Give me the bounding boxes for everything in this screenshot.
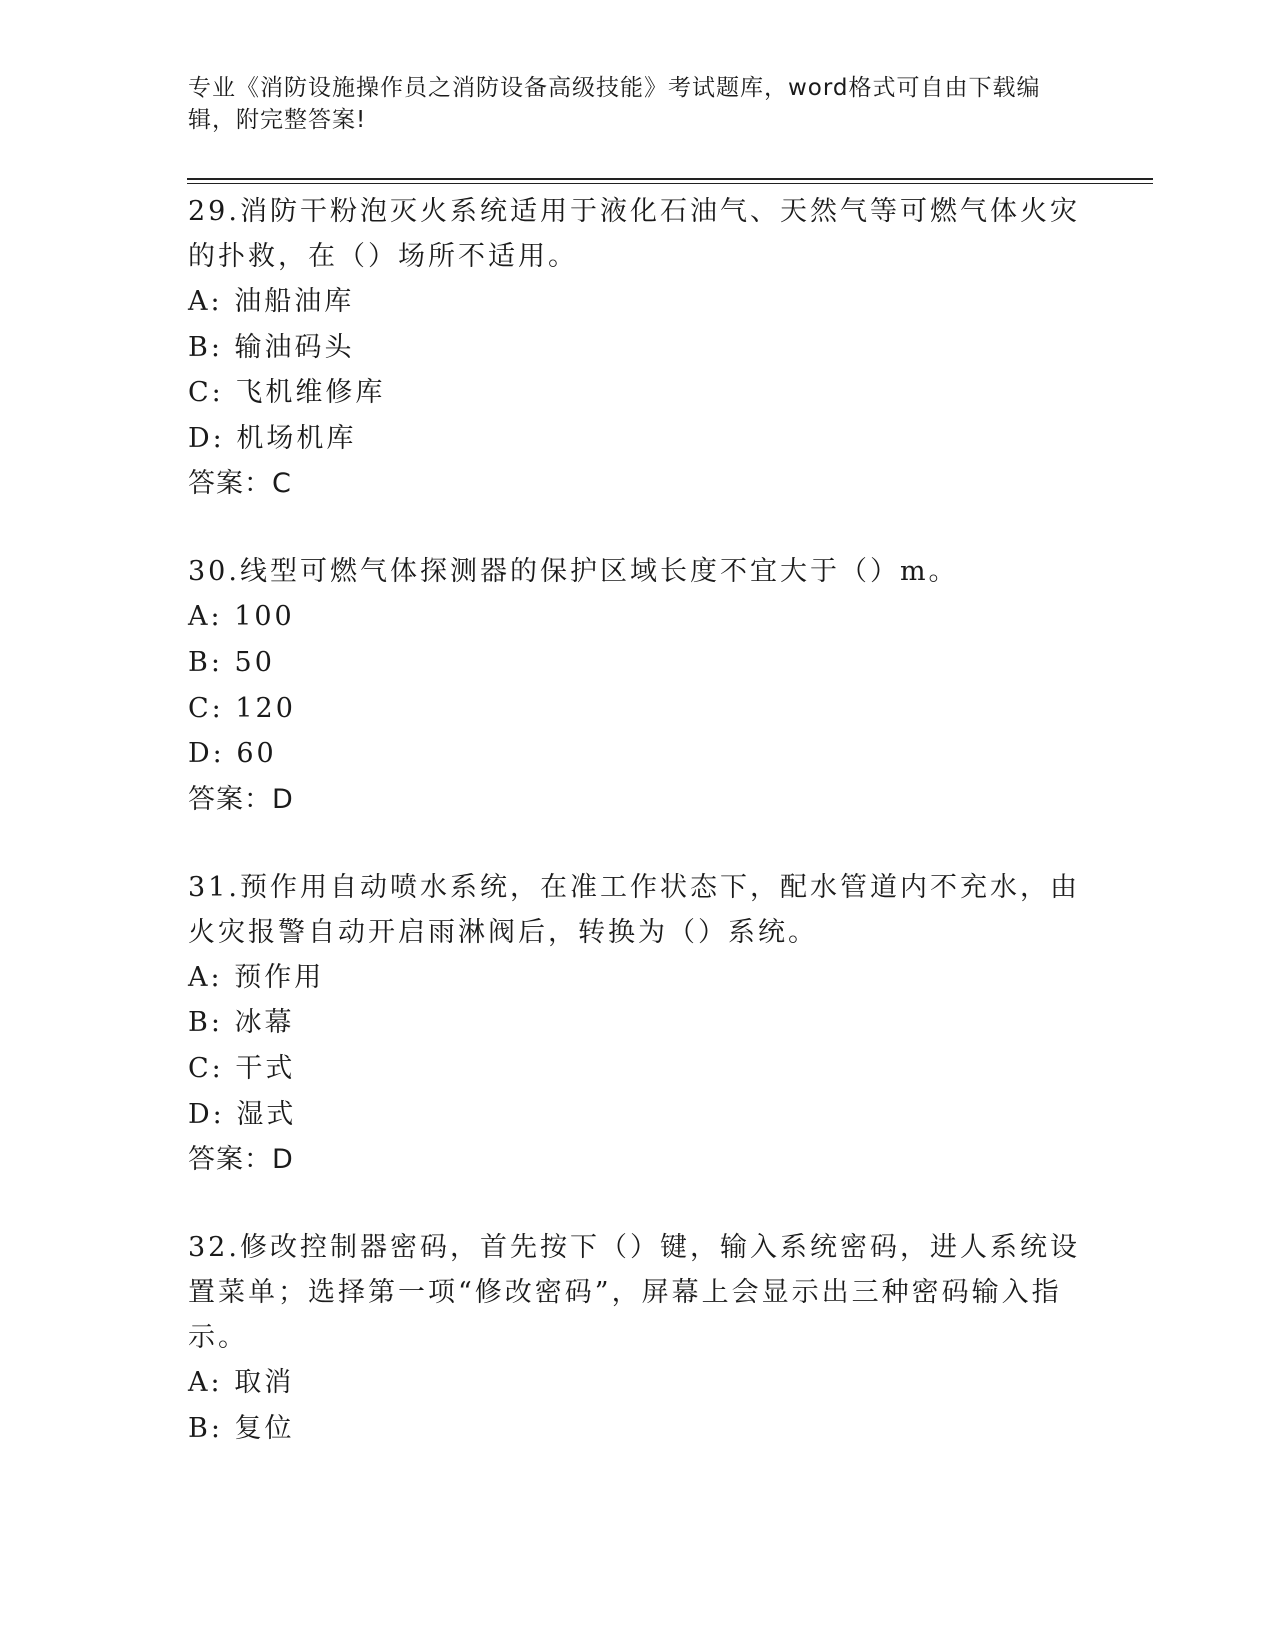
question-stem: 31.预作用自动喷水系统，在准工作状态下，配水管道内不充水，由火灾报警自动开启雨淋阀后，转换为（）系统。 (188, 871, 1080, 948)
option-text: 取消 (234, 1367, 295, 1399)
option-text: 100 (234, 601, 295, 633)
document-header: 专业《消防设施操作员之消防设备高级技能》考试题库，word格式可自由下载编辑，附完整答案! (188, 75, 1041, 133)
option-b (188, 325, 1088, 371)
option-text: 湿式 (236, 1098, 297, 1130)
answer-line: 答案：D (188, 1144, 294, 1176)
option-text: 输油码头 (234, 331, 355, 363)
option-text: 机场机库 (236, 422, 357, 454)
option-a (188, 279, 1088, 325)
option-label: B: (188, 331, 223, 363)
option-text: 干式 (235, 1052, 296, 1084)
option-c (188, 370, 1088, 416)
header-divider-thin (187, 183, 1153, 184)
question-stem: 32.修改控制器密码，首先按下（）键，输入系统密码，进人系统设置菜单；选择第一项“修改密码”，屏幕上会显示出三种密码输入指示。 (188, 1232, 1080, 1354)
option-b (188, 640, 1088, 686)
option-b (188, 1406, 1088, 1452)
option-c (188, 1046, 1088, 1092)
option-label: C: (188, 692, 224, 724)
option-text: 复位 (234, 1412, 295, 1444)
question-30 (188, 549, 1088, 821)
option-text: 预作用 (234, 961, 325, 993)
question-31 (188, 865, 1088, 1182)
option-label: D: (188, 422, 225, 454)
option-label: B: (188, 646, 223, 678)
option-label: D: (188, 738, 225, 770)
option-a (188, 594, 1088, 640)
option-label: C: (188, 1052, 224, 1084)
option-label: A: (188, 961, 223, 993)
option-text: 60 (236, 738, 277, 770)
answer-line: 答案：C (188, 468, 292, 500)
option-d (188, 731, 1088, 777)
option-d (188, 1092, 1088, 1138)
option-d (188, 416, 1088, 462)
question-32 (188, 1225, 1088, 1451)
question-stem: 29.消防干粉泡灭火系统适用于液化石油气、天然气等可燃气体火灾的扑救，在（）场所不适用。 (188, 196, 1080, 272)
option-text: 120 (235, 692, 296, 724)
question-stem: 30.线型可燃气体探测器的保护区域长度不宜大于（）m。 (188, 556, 959, 588)
question-29 (188, 189, 1088, 506)
option-a (188, 1360, 1088, 1406)
option-label: A: (188, 286, 223, 317)
option-text: 飞机维修库 (235, 377, 386, 409)
option-label: A: (188, 601, 223, 633)
option-c (188, 686, 1088, 732)
option-label: B: (188, 1412, 223, 1444)
header-divider-thick (187, 178, 1153, 180)
option-label: B: (188, 1007, 223, 1039)
option-label: C: (188, 377, 224, 409)
option-b (188, 1000, 1088, 1046)
option-label: D: (188, 1098, 225, 1130)
option-text: 油船油库 (234, 286, 355, 317)
option-a (188, 955, 1088, 1001)
option-text: 冰幕 (234, 1007, 295, 1039)
answer-line: 答案：D (188, 783, 294, 815)
question-list (188, 189, 1088, 1494)
option-label: A: (188, 1367, 223, 1399)
option-text: 50 (234, 646, 275, 678)
